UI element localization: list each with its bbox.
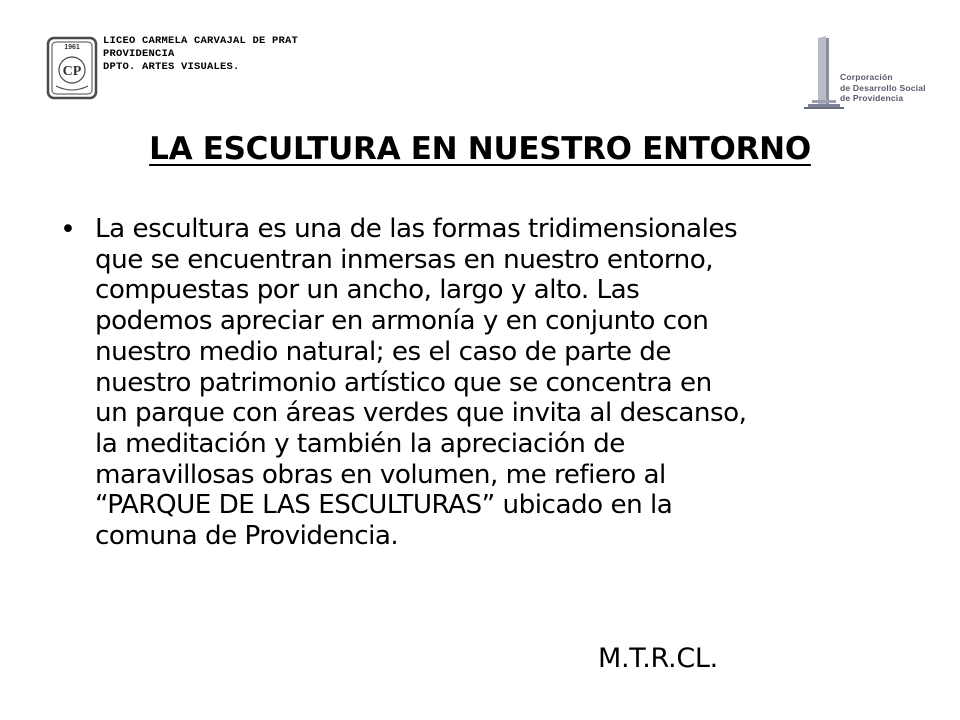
school-name: LICEO CARMELA CARVAJAL DE PRAT: [103, 35, 299, 47]
corporation-name: [840, 72, 926, 104]
school-info: [103, 35, 298, 74]
seal-initials: CP: [62, 64, 82, 79]
page-title: LA ESCULTURA EN NUESTRO ENTORNO: [149, 131, 811, 167]
body-line: La escultura es una de las formas tridimensionales: [95, 214, 738, 244]
school-department: DPTO. ARTES VISUALES.: [103, 61, 240, 73]
body-line: la meditación y también la apreciación de: [95, 428, 625, 459]
body-line: nuestro patrimonio artístico que se concentra en: [95, 367, 712, 398]
body-line: podemos apreciar en armonía y en conjunto con: [95, 306, 709, 337]
school-seal-icon: [46, 36, 98, 100]
body-paragraph: [95, 214, 925, 552]
bullet-point: •: [60, 214, 76, 245]
corporation-line-2: de Desarrollo Social: [840, 82, 926, 93]
corporation-line-1: Corporación: [840, 72, 893, 82]
school-commune: PROVIDENCIA: [103, 48, 175, 60]
corporation-line-3: de Providencia: [840, 93, 904, 103]
body-line: comuna de Providencia.: [95, 521, 399, 552]
body-line: que se encuentran inmersas en nuestro entorno,: [95, 244, 714, 275]
body-line: un parque con áreas verdes que invita al descanso,: [95, 398, 747, 429]
seal-year: 1961: [64, 44, 80, 51]
body-line: maravillosas obras en volumen, me refiero al: [95, 459, 666, 490]
body-line: “PARQUE DE LAS ESCULTURAS” ubicado en la: [95, 490, 673, 521]
author-signature: M.T.R.CL.: [598, 643, 718, 674]
body-line: compuestas por un ancho, largo y alto. Las: [95, 275, 640, 306]
body-line: nuestro medio natural; es el caso de parte de: [95, 336, 672, 367]
